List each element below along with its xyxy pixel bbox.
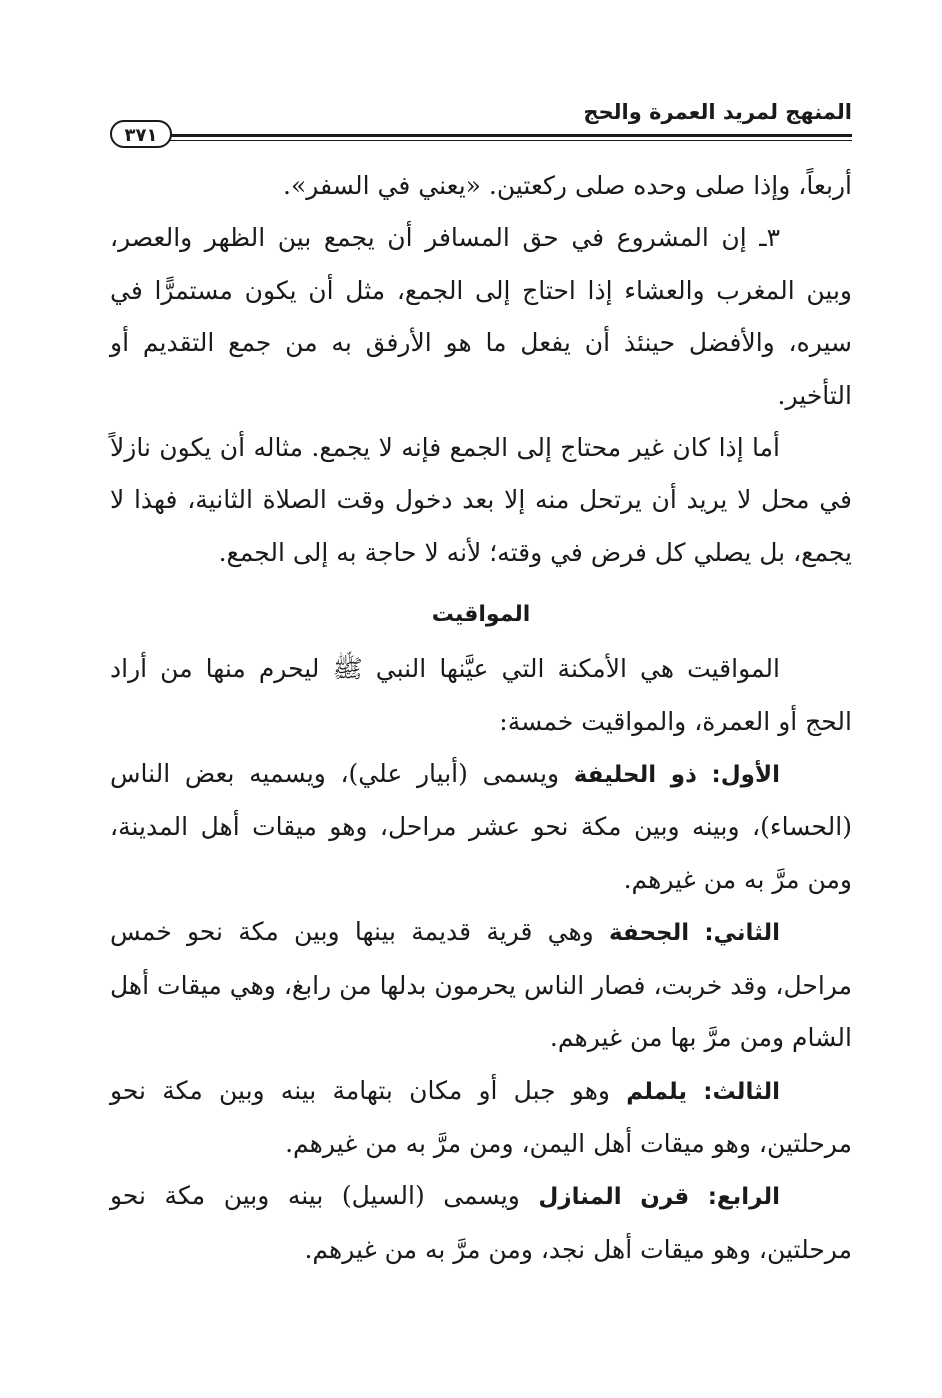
page-number: ٣٧١ [110,120,172,148]
miqat-item [110,906,852,1064]
miqat-name: الجحفة [608,920,690,947]
section-heading: المواقيت [431,602,531,628]
miqat-item [110,748,852,906]
miqat-name: يلملم [626,1078,688,1105]
header-rule-thick [168,134,852,137]
miqat-name: قرن المنازل [538,1184,690,1211]
page-header [110,100,852,146]
miqat-description: ويسمى (السيل) بينه وبين مكة نحو مرحلتين، وهو ميقات أهل نجد، ومن مرَّ به من غيرهم. [110,1181,852,1264]
miqat-description: ويسمى (أبيار علي)، ويسميه بعض الناس (الحساء)، وبينه وبين مكة نحو عشر مراحل، وهو ميقات أهل المدينة، ومن مرَّ به من غيرهم. [110,759,852,894]
miqat-ordinal: الثالث: [703,1078,780,1105]
page-body [110,160,852,1276]
miqat-ordinal: الثاني: [704,920,781,947]
miqat-description: وهي قرية قديمة بينها وبين مكة نحو خمس مراحل، وقد خربت، فصار الناس يحرمون بدلها من رابغ، وهي ميقات أهل الشام ومن مرَّ بها من غيرهم. [110,917,852,1053]
miqat-name: ذو الحليفة [573,762,697,789]
paragraph-exception: أما إذا كان غير محتاج إلى الجمع فإنه لا يجمع. مثاله أن يكون نازلاً في محل لا يريد أن يرتحل منه إلا بعد دخول وقت الصلاة الثانية، فهذا لا يجمع، بل يصلي كل فرض في وقته؛ لأنه لا حاجة به إلى الجمع. [110,433,852,567]
header-rule-thin [168,140,852,141]
miqat-item [110,1170,852,1276]
miqat-description: وهو جبل أو مكان بتهامة بينه وبين مكة نحو مرحلتين، وهو ميقات أهل اليمن، ومن مرَّ به من غيرهم. [110,1075,852,1158]
section-intro: المواقيت هي الأمكنة التي عيَّنها النبي ﷺ ليحرم منها من أراد الحج أو العمرة، والمواقيت خمسة: [110,654,852,736]
miqat-ordinal: الأول: [711,762,780,789]
running-title: المنهج لمريد العمرة والحج [583,100,852,124]
miqat-ordinal: الرابع: [707,1184,780,1211]
paragraph-continuation: أربعاً، وإذا صلى وحده صلى ركعتين. «يعني في السفر». [283,171,852,200]
miqat-item [110,1065,852,1171]
paragraph-point-3: ٣ـ إن المشروع في حق المسافر أن يجمع بين الظهر والعصر، وبين المغرب والعشاء إذا احتاج إلى الجمع، مثل أن يكون مستمرًّا في سيره، والأفضل حينئذ أن يفعل ما هو الأرفق به من جمع التقديم أو التأخير. [110,223,852,410]
